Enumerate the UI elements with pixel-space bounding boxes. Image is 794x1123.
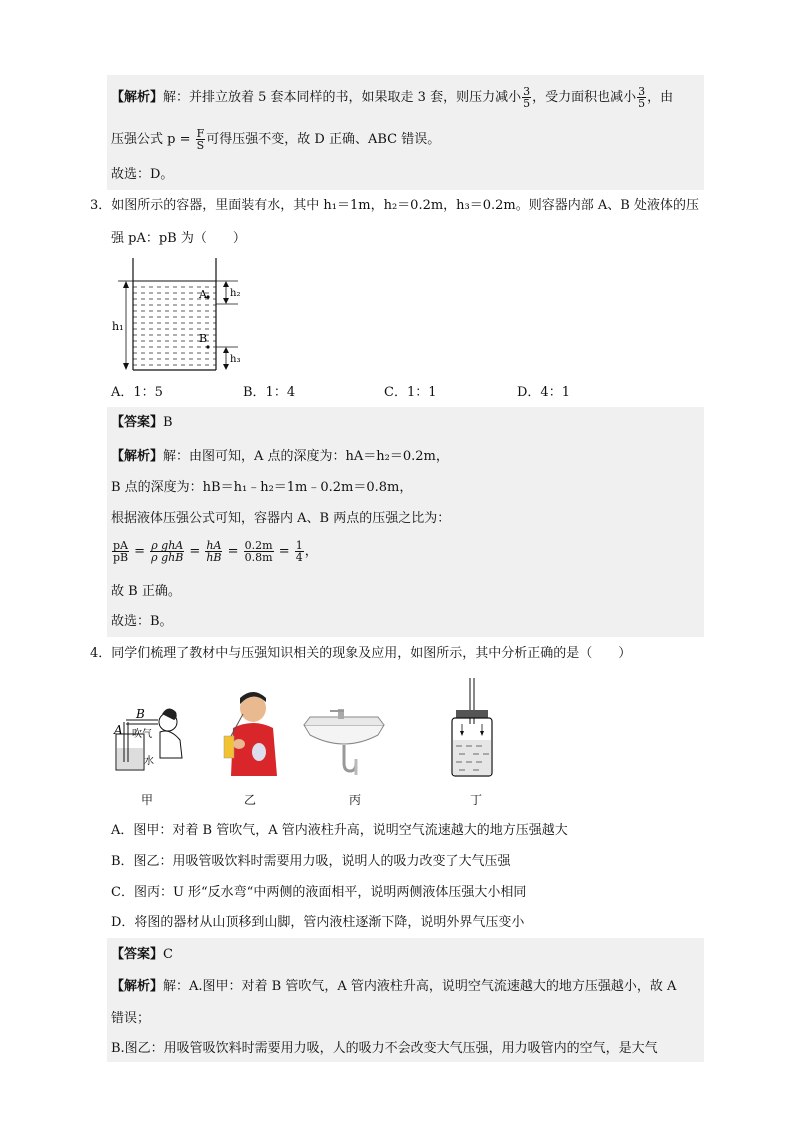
label-A: A (199, 288, 207, 301)
label-h1: h₁ (112, 320, 124, 333)
analysis-tag: 【解析】 (111, 90, 164, 105)
fraction-hA-hB: $\frac{hA}{hB}$ (206, 539, 222, 564)
q4-option-a: A．图甲：对着 B 管吹气，A 管内液柱升高，说明空气流速越大的地方压强越大 (111, 823, 568, 838)
label-h2: h₂ (230, 288, 241, 299)
q3-choose: 故选：B。 (111, 614, 173, 629)
q3-analysis-line2: B 点的深度为：hB＝h₁﹣h₂＝1m﹣0.2m＝0.8m， (111, 480, 413, 495)
figure-yi (215, 692, 285, 780)
fraction-3-5: $\frac{3}{5}$ (523, 85, 531, 110)
q3-analysis-line5: 故 B 正确。 (111, 584, 181, 599)
fig-caption-ding: 丁 (470, 793, 483, 807)
q3-option-b: B．1：4 (243, 385, 296, 400)
figure-jia (110, 700, 190, 780)
q4-option-b: B．图乙：用吸管吸饮料时需要用力吸，说明人的吸力改变了大气压强 (111, 854, 511, 869)
fig-caption-bing: 丙 (349, 793, 362, 807)
q3-option-d: D．4：1 (517, 385, 570, 400)
figure-bing (300, 705, 388, 781)
q2-analysis-line2: 压强公式 p = $\frac{F}{S}$ 可得压强不变，故 D 正确、ABC 错误。 (111, 127, 441, 152)
fraction-3-5: $\frac{3}{5}$ (638, 85, 646, 110)
jia-label-A: A (114, 723, 123, 737)
fraction-F-S: $\frac{F}{S}$ (196, 127, 205, 152)
q4-analysis-line2: 错误； (111, 1011, 151, 1026)
q3-analysis-line1: 【解析】解：由图可知，A 点的深度为：hA＝h₂＝0.2m， (111, 449, 449, 464)
q3-stem-line2: 强 pA：pB 为（ ） (111, 231, 246, 246)
fig-caption-jia: 甲 (141, 793, 154, 807)
q4-answer: 【答案】C (111, 947, 173, 962)
q3-analysis-line3: 根据液体压强公式可知，容器内 A、B 两点的压强之比为： (111, 511, 451, 526)
q4-analysis-line3: B.图乙：用吸管吸饮料时需要用力吸，人的吸力不会改变大气压强，用力吸管内的空气，是大气 (111, 1041, 658, 1056)
container-figure (108, 254, 248, 378)
q4-option-d: D．将图的器材从山顶移到山脚，管内液柱逐渐下降，说明外界气压变小 (111, 915, 525, 930)
q2-analysis-line1: 【解析】解：并排立放着 5 套本同样的书，如果取走 3 套，则压力减小 $\frac{3}{5}$ ，受力面积也减小 $\frac{3}{5}$ ，由 (111, 85, 674, 110)
fraction-rho: $\frac{\text{ρ ghA}}{\text{ρ ghB}}$ (151, 539, 184, 564)
figure-ding (446, 676, 500, 782)
q3-answer: 【答案】B (111, 415, 173, 430)
q3-stem-line1: 3．如图所示的容器，里面装有水，其中 h₁＝1m，h₂＝0.2m，h₃＝0.2m。则容器内部 A、B 处液体的压 (90, 198, 699, 213)
q3-option-a: A．1：5 (111, 385, 163, 400)
jia-label-water: 水 (144, 756, 154, 767)
q2-choose: 故选：D。 (111, 167, 174, 182)
q3-formula: $\frac{pA}{pB}$ = $\frac{\text{ρ ghA}}{\text{ρ ghB}}$ = $\frac{hA}{hB}$ = $\frac{0.2m}{0.8m}$ = $\frac{1}{4}$ ， (112, 539, 318, 564)
q3-option-c: C．1：1 (384, 385, 437, 400)
fraction-1-4: $\frac{1}{4}$ (295, 539, 303, 564)
jia-label-B: B (136, 707, 145, 721)
q4-analysis-line1: 【解析】解：A.图甲：对着 B 管吹气，A 管内液柱升高，说明空气流速越大的地方压强越小，故 A (111, 979, 677, 994)
fig-caption-yi: 乙 (244, 793, 257, 807)
jia-label-blow: 吹气 (132, 729, 152, 740)
fraction-02-08: $\frac{0.2m}{0.8m}$ (244, 539, 273, 564)
q4-stem: 4．同学们梳理了教材中与压强知识相关的现象及应用，如图所示，其中分析正确的是（ ） (90, 646, 632, 661)
label-B: B (199, 332, 208, 345)
fraction-pA-pB: $\frac{pA}{pB}$ (112, 539, 129, 564)
q4-option-c: C．图丙：U 形“反水弯“中两侧的液面相平，说明两侧液体压强大小相同 (111, 885, 527, 900)
label-h3: h₃ (230, 354, 241, 365)
